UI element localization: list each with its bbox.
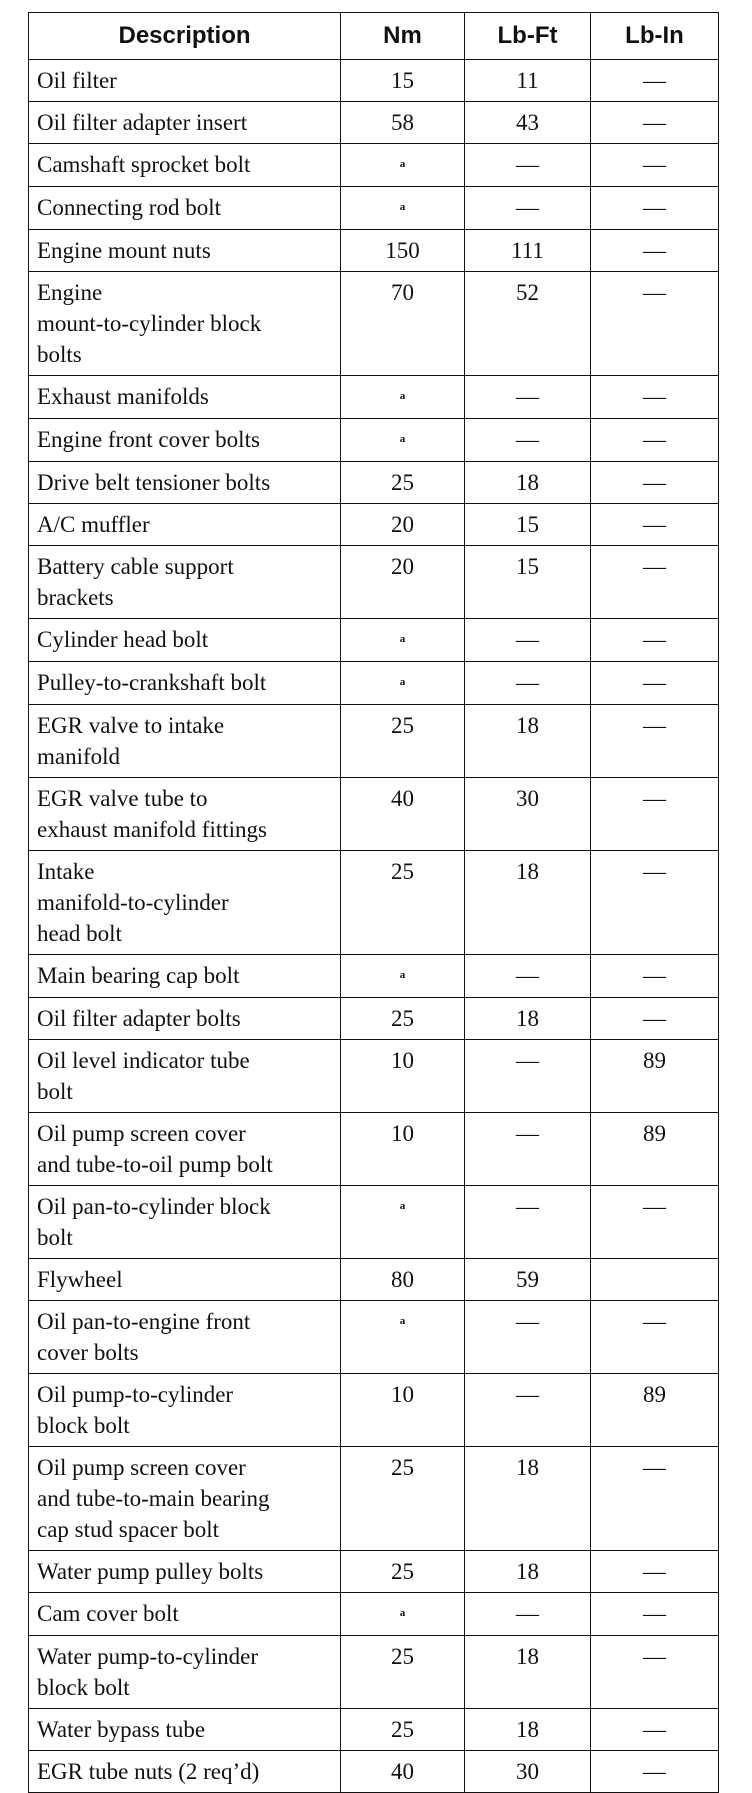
nm-cell: a: [341, 144, 465, 187]
lb-in-cell: 89: [591, 1040, 719, 1113]
lb-in-cell: —: [591, 144, 719, 187]
nm-cell: 58: [341, 102, 465, 144]
description-cell: Oil filter adapter bolts: [29, 998, 341, 1040]
lb-in-cell: —: [591, 778, 719, 851]
table-row: [29, 144, 719, 187]
description-cell: Battery cable support brackets: [29, 546, 341, 619]
description-cell: Drive belt tensioner bolts: [29, 462, 341, 504]
table-row: [29, 619, 719, 662]
table-row: [29, 1301, 719, 1374]
lb-ft-cell: —: [465, 1374, 591, 1447]
table-row: [29, 1593, 719, 1636]
nm-cell: 70: [341, 272, 465, 376]
lb-ft-cell: 18: [465, 1636, 591, 1709]
lb-ft-cell: 111: [465, 230, 591, 272]
table-row: [29, 102, 719, 144]
description-cell: Water pump-to-cylinder block bolt: [29, 1636, 341, 1709]
nm-cell: a: [341, 419, 465, 462]
description-cell: Oil level indicator tube bolt: [29, 1040, 341, 1113]
table-row: [29, 1636, 719, 1709]
lb-ft-cell: 15: [465, 546, 591, 619]
table-row: [29, 662, 719, 705]
description-cell: Oil pan-to-cylinder block bolt: [29, 1186, 341, 1259]
description-cell: A/C muffler: [29, 504, 341, 546]
nm-cell: 40: [341, 778, 465, 851]
description-cell: Connecting rod bolt: [29, 187, 341, 230]
lb-in-cell: —: [591, 230, 719, 272]
description-cell: Camshaft sprocket bolt: [29, 144, 341, 187]
table-row: [29, 778, 719, 851]
lb-in-cell: —: [591, 619, 719, 662]
lb-ft-cell: 52: [465, 272, 591, 376]
nm-cell: 80: [341, 1259, 465, 1301]
description-cell: Exhaust manifolds: [29, 376, 341, 419]
nm-cell: 20: [341, 546, 465, 619]
nm-cell: 10: [341, 1374, 465, 1447]
lb-ft-cell: —: [465, 1113, 591, 1186]
nm-cell: 40: [341, 1751, 465, 1793]
table-row: [29, 376, 719, 419]
nm-cell: 10: [341, 1040, 465, 1113]
table-row: [29, 1040, 719, 1113]
description-cell: Oil pump screen cover and tube-to-main bearing cap stud spacer bolt: [29, 1447, 341, 1551]
lb-ft-cell: —: [465, 619, 591, 662]
header-row: [29, 13, 719, 60]
lb-in-cell: —: [591, 462, 719, 504]
table-row: [29, 1113, 719, 1186]
description-cell: Engine front cover bolts: [29, 419, 341, 462]
column-header-lb-ft: Lb-Ft: [465, 13, 591, 60]
description-cell: Engine mount-to-cylinder block bolts: [29, 272, 341, 376]
table-row: [29, 1551, 719, 1593]
description-cell: Intake manifold-to-cylinder head bolt: [29, 851, 341, 955]
lb-ft-cell: 18: [465, 1447, 591, 1551]
nm-cell: a: [341, 1593, 465, 1636]
lb-in-cell: —: [591, 1593, 719, 1636]
lb-ft-cell: 15: [465, 504, 591, 546]
lb-in-cell: —: [591, 102, 719, 144]
lb-in-cell: —: [591, 1301, 719, 1374]
description-cell: Water pump pulley bolts: [29, 1551, 341, 1593]
table-row: [29, 998, 719, 1040]
table-row: [29, 462, 719, 504]
lb-in-cell: —: [591, 376, 719, 419]
nm-cell: 15: [341, 60, 465, 102]
lb-in-cell: 89: [591, 1374, 719, 1447]
description-cell: Oil pan-to-engine front cover bolts: [29, 1301, 341, 1374]
lb-ft-cell: 18: [465, 705, 591, 778]
lb-ft-cell: 18: [465, 851, 591, 955]
lb-in-cell: —: [591, 60, 719, 102]
lb-in-cell: —: [591, 1447, 719, 1551]
description-cell: Oil pump screen cover and tube-to-oil pump bolt: [29, 1113, 341, 1186]
nm-cell: 25: [341, 1551, 465, 1593]
table-row: [29, 60, 719, 102]
nm-cell: a: [341, 376, 465, 419]
lb-ft-cell: 30: [465, 1751, 591, 1793]
lb-in-cell: —: [591, 504, 719, 546]
nm-cell: 150: [341, 230, 465, 272]
lb-in-cell: 89: [591, 1113, 719, 1186]
lb-ft-cell: —: [465, 955, 591, 998]
lb-ft-cell: 11: [465, 60, 591, 102]
description-cell: Cam cover bolt: [29, 1593, 341, 1636]
lb-ft-cell: 59: [465, 1259, 591, 1301]
lb-in-cell: —: [591, 1551, 719, 1593]
nm-cell: 25: [341, 998, 465, 1040]
table-row: [29, 230, 719, 272]
torque-specifications-table: [28, 12, 719, 1793]
table-row: [29, 1259, 719, 1301]
nm-cell: 25: [341, 705, 465, 778]
lb-ft-cell: 30: [465, 778, 591, 851]
lb-ft-cell: 18: [465, 1551, 591, 1593]
description-cell: Main bearing cap bolt: [29, 955, 341, 998]
nm-cell: a: [341, 662, 465, 705]
nm-cell: a: [341, 619, 465, 662]
lb-in-cell: —: [591, 1709, 719, 1751]
lb-in-cell: —: [591, 1186, 719, 1259]
table-row: [29, 1186, 719, 1259]
table-row: [29, 272, 719, 376]
lb-ft-cell: —: [465, 1186, 591, 1259]
nm-cell: a: [341, 1301, 465, 1374]
table-row: [29, 1751, 719, 1793]
description-cell: Oil filter: [29, 60, 341, 102]
nm-cell: a: [341, 187, 465, 230]
lb-ft-cell: 43: [465, 102, 591, 144]
lb-in-cell: —: [591, 955, 719, 998]
table-row: [29, 1709, 719, 1751]
lb-in-cell: —: [591, 546, 719, 619]
description-cell: EGR tube nuts (2 req’d): [29, 1751, 341, 1793]
lb-ft-cell: —: [465, 419, 591, 462]
nm-cell: a: [341, 955, 465, 998]
column-header-lb-in: Lb-In: [591, 13, 719, 60]
column-header-description: Description: [29, 13, 341, 60]
lb-in-cell: —: [591, 1751, 719, 1793]
table-row: [29, 705, 719, 778]
lb-in-cell: —: [591, 187, 719, 230]
lb-in-cell: —: [591, 705, 719, 778]
table-row: [29, 546, 719, 619]
nm-cell: 25: [341, 1636, 465, 1709]
table-row: [29, 1374, 719, 1447]
table-row: [29, 504, 719, 546]
lb-ft-cell: 18: [465, 1709, 591, 1751]
description-cell: EGR valve tube to exhaust manifold fittings: [29, 778, 341, 851]
table-row: [29, 1447, 719, 1551]
nm-cell: 10: [341, 1113, 465, 1186]
lb-ft-cell: —: [465, 376, 591, 419]
lb-in-cell: —: [591, 419, 719, 462]
table-row: [29, 187, 719, 230]
lb-in-cell: —: [591, 851, 719, 955]
lb-in-cell: —: [591, 662, 719, 705]
nm-cell: 20: [341, 504, 465, 546]
description-cell: Flywheel: [29, 1259, 341, 1301]
lb-in-cell: —: [591, 272, 719, 376]
lb-ft-cell: 18: [465, 462, 591, 504]
lb-ft-cell: —: [465, 662, 591, 705]
lb-in-cell: —: [591, 1636, 719, 1709]
lb-ft-cell: —: [465, 144, 591, 187]
nm-cell: 25: [341, 462, 465, 504]
lb-ft-cell: —: [465, 187, 591, 230]
nm-cell: 25: [341, 1709, 465, 1751]
lb-ft-cell: 18: [465, 998, 591, 1040]
lb-in-cell: [591, 1259, 719, 1301]
description-cell: Oil filter adapter insert: [29, 102, 341, 144]
description-cell: Water bypass tube: [29, 1709, 341, 1751]
description-cell: Cylinder head bolt: [29, 619, 341, 662]
description-cell: EGR valve to intake manifold: [29, 705, 341, 778]
lb-ft-cell: —: [465, 1301, 591, 1374]
table-body: [29, 60, 719, 1793]
nm-cell: 25: [341, 851, 465, 955]
nm-cell: 25: [341, 1447, 465, 1551]
lb-in-cell: —: [591, 998, 719, 1040]
description-cell: Engine mount nuts: [29, 230, 341, 272]
lb-ft-cell: —: [465, 1040, 591, 1113]
description-cell: Oil pump-to-cylinder block bolt: [29, 1374, 341, 1447]
description-cell: Pulley-to-crankshaft bolt: [29, 662, 341, 705]
table-row: [29, 419, 719, 462]
column-header-nm: Nm: [341, 13, 465, 60]
nm-cell: a: [341, 1186, 465, 1259]
table-row: [29, 955, 719, 998]
table-row: [29, 851, 719, 955]
lb-ft-cell: —: [465, 1593, 591, 1636]
